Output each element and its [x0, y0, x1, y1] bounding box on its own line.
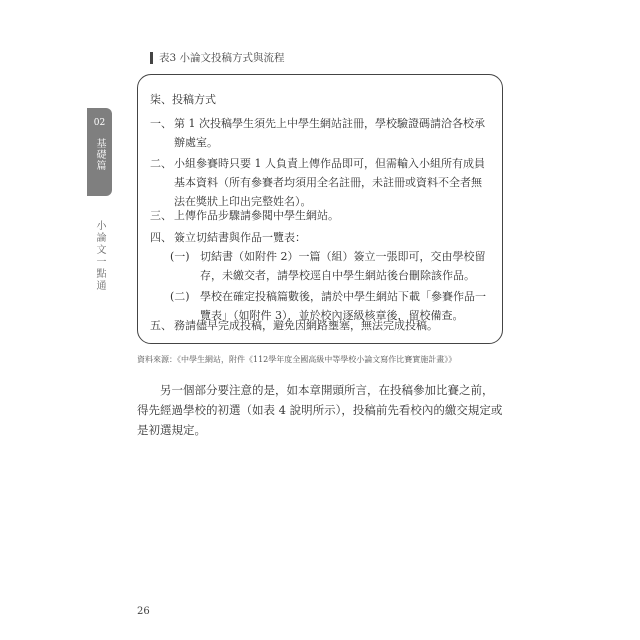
chapter-tab	[87, 108, 112, 196]
book-title: 小論文一點通	[94, 220, 105, 292]
body-paragraph: 另一個部分要注意的是，如本章開頭所言，在投稿參加比賽之前，得先經過學校的初選（如表 4 說明所示），投稿前先看校內的繳交規定或是初選規定。	[137, 383, 503, 437]
submission-box	[137, 74, 503, 344]
sub-item-marker: (二)	[170, 290, 190, 303]
item-marker: 一、	[150, 117, 172, 130]
item-marker: 二、	[150, 157, 172, 170]
item-text: 第 1 次投稿學生須先上中學生網站註冊，學校驗證碼請洽各校承辦處室。	[174, 117, 485, 149]
list-item	[150, 228, 490, 247]
list-item	[150, 154, 490, 211]
table-caption	[150, 50, 285, 65]
item-marker: 四、	[150, 231, 172, 244]
item-text: 務請儘早完成投稿，避免因網路壅塞，無法完成投稿。	[174, 319, 438, 332]
caption-text: 表3 小論文投稿方式與流程	[159, 52, 285, 64]
item-text: 簽立切結書與作品一覽表：	[174, 231, 306, 244]
item-text: 小組參賽時只要 1 人負責上傳作品即可，但需輸入小組所有成員基本資料（所有參賽者均須用全名註冊，未註冊或資料不全者無法在獎狀上印出完整姓名）。	[174, 157, 485, 208]
list-item	[150, 316, 490, 335]
list-item	[150, 114, 490, 152]
item-marker: 五、	[150, 319, 172, 332]
chapter-label: 基礎篇	[94, 138, 105, 171]
sub-item-text: 切結書（如附件 2）一篇（組）簽立一張即可，交由學校留存，未繳交者，請學校逕自中學生網站後台刪除該作品。	[200, 250, 486, 282]
list-item	[150, 206, 490, 225]
caption-bar	[150, 52, 153, 64]
box-title: 柒、投稿方式	[150, 93, 216, 106]
sub-item-marker: (一)	[170, 250, 190, 263]
source-note: 資料來源：《中學生網站，附件《112學年度全國高級中等學校小論文寫作比賽實施計畫》》	[137, 355, 457, 364]
chapter-number: 02	[93, 118, 106, 128]
item-marker: 三、	[150, 209, 172, 222]
page-number: 26	[137, 606, 150, 617]
item-text: 上傳作品步驟請參閱中學生網站。	[174, 209, 339, 222]
sub-item	[170, 247, 490, 285]
sub-item-text: 學校在確定投稿篇數後，請於中學生網站下載「參賽作品一覽表」（如附件 3），並於校內逐級核章後，留校備查。	[200, 290, 486, 322]
